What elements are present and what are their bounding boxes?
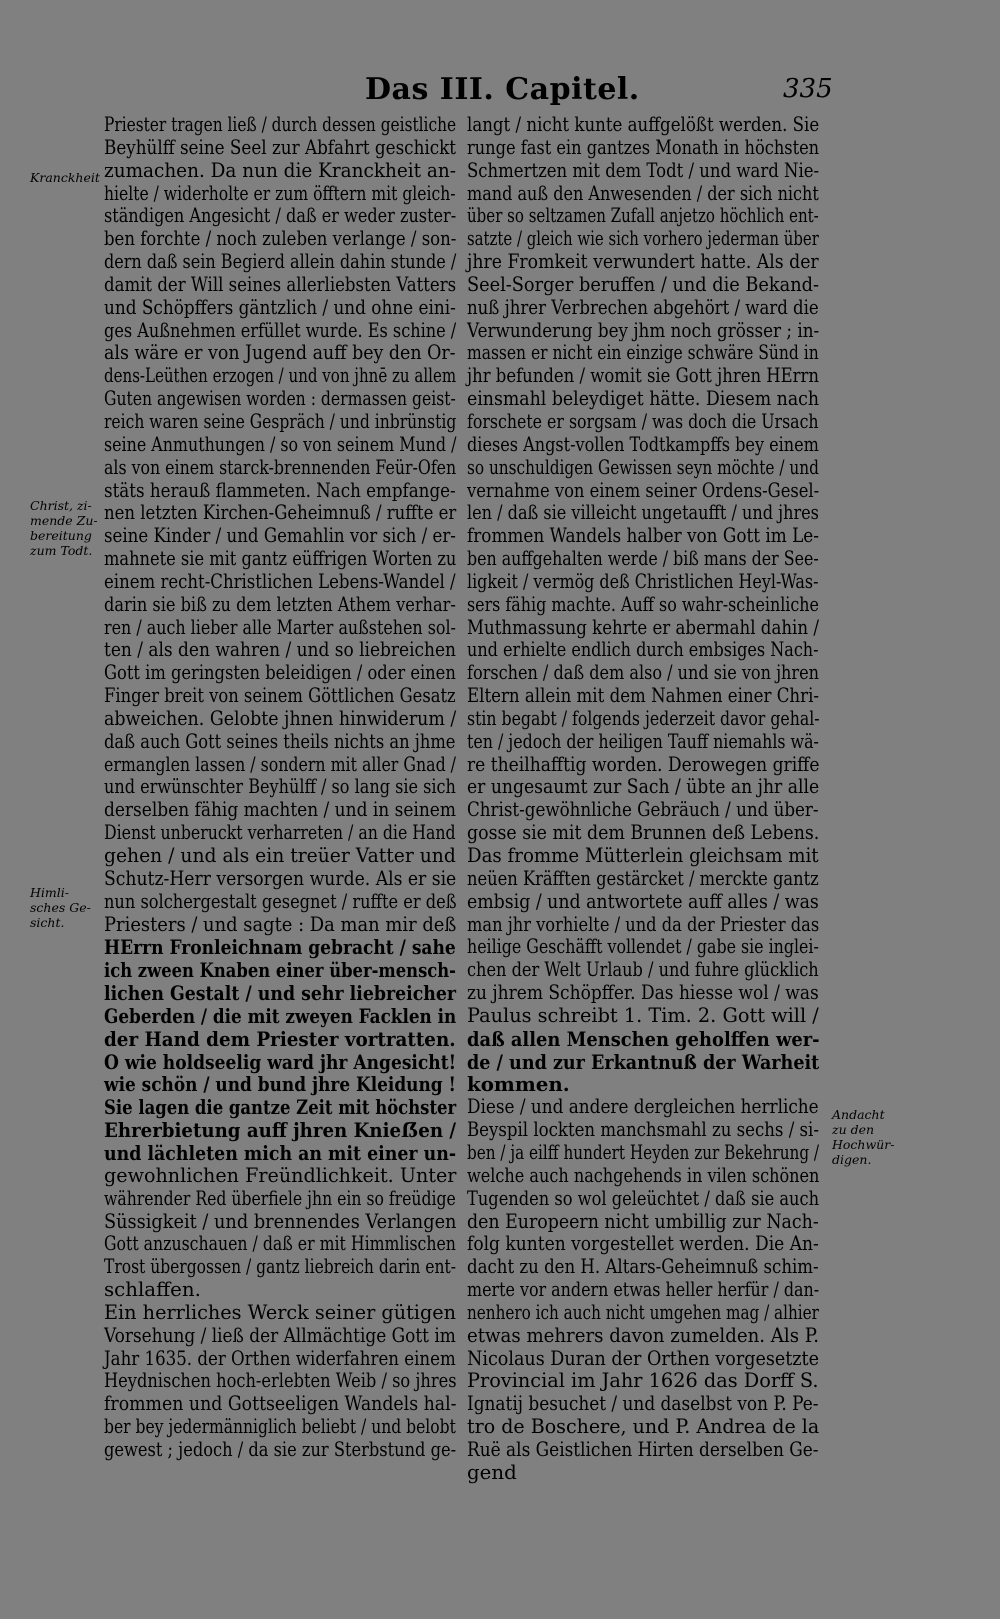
- margin-note-line: zu den: [832, 1122, 875, 1137]
- text-line: Heydnischen hoch-erlebten Weib / so jhres: [104, 1369, 457, 1393]
- text-line: seine Anmuthungen / so von seinem Mund /: [104, 432, 457, 456]
- margin-note-line: Kranckheit: [30, 170, 100, 185]
- text-line: nen letzten Kirchen-Geheimnuß / ruffte er: [104, 501, 457, 525]
- text-line: darin sie biß zu dem letzten Athem verhar-: [104, 592, 456, 616]
- text-line: gend: [467, 1460, 517, 1484]
- text-line: Beyhülff seine Seel zur Abfahrt geschickt: [104, 135, 457, 159]
- text-line: mahnete sie mit gantz eüffrigen Worten zu: [104, 547, 457, 571]
- text-line: forschete er sorgsam / was doch die Ursach: [467, 409, 819, 433]
- text-line: ges Außnehmen erfüllet wurde. Es schine /: [104, 318, 457, 342]
- text-line: sers fähig machte. Auff so wahr-scheinliche: [467, 592, 819, 616]
- text-line: er ungesaumt zur Sach / übte an jhr alle: [467, 775, 820, 799]
- text-line: Nicolaus Duran der Orthen vorgesetzte: [467, 1346, 819, 1370]
- text-line: ren / auch lieber alle Marter außstehen sol-: [104, 615, 456, 639]
- text-line: währender Red überfiele jhn ein so freüdige: [104, 1186, 456, 1210]
- text-line: Eltern allein mit dem Nahmen einer Chri-: [467, 684, 820, 708]
- text-line: mand auß den Anwesenden / der sich nicht: [467, 181, 819, 205]
- margin-note-line: Andacht: [832, 1107, 885, 1122]
- text-line: gosse sie mit dem Brunnen deß Lebens.: [467, 821, 820, 845]
- text-line: frommen Wandels halber von Gott im Le-: [467, 524, 819, 548]
- text-line: ermanglen lassen / sondern mit aller Gnad /: [104, 752, 457, 776]
- margin-note-line: digen.: [832, 1152, 872, 1167]
- text-line: abweichen. Gelobte jhnen hinwiderum /: [104, 706, 457, 730]
- page-number: 335: [783, 74, 833, 104]
- margin-note-line: Christ, zi-: [30, 498, 92, 513]
- text-line: forschen / daß dem also / und sie von jhren: [467, 661, 819, 685]
- margin-note-himmlisches: [30, 885, 91, 930]
- text-line: Gott anzuschauen / daß er mit Himmlischen: [104, 1232, 456, 1256]
- text-line: gewest ; jedoch / da sie zur Sterbstund ge-: [104, 1437, 457, 1461]
- page-header: [0, 70, 1000, 110]
- text-line: ten / jedoch der heiligen Tauff niemahls wä-: [467, 729, 819, 753]
- text-line: Jahr 1635. der Orthen widerfahren einem: [104, 1346, 456, 1370]
- text-line: chen der Welt Urlaub / und fuhre glücklich: [467, 958, 819, 982]
- text-line: seine Kinder / und Gemahlin vor sich / er-: [104, 524, 456, 548]
- text-line: tro de Boschere, und P. Andrea de la: [467, 1415, 820, 1439]
- text-line: massen er nicht ein einzige schwäre Sünd in: [467, 341, 819, 365]
- text-line: Priesters / und sagte : Da man mir deß: [104, 912, 457, 936]
- right-text-column: [467, 114, 819, 1485]
- text-line: Finger breit von seinem Göttlichen Gesatz: [104, 684, 456, 708]
- text-line: Seel-Sorger beruffen / und die Bekand-: [467, 272, 819, 296]
- text-line: nun solchergestalt gesegnet / ruffte er deß: [104, 889, 457, 913]
- margin-note-line: Hochwür-: [832, 1137, 895, 1152]
- text-line: reich waren seine Gespräch / und inbrünstig: [104, 409, 457, 433]
- text-line: dacht zu den H. Altars-Geheimnuß schim-: [467, 1255, 819, 1279]
- text-line: Ignatij besuchet / und daselbst von P. Pe-: [467, 1392, 819, 1416]
- text-line: und lächleten mich an mit einer un-: [104, 1140, 457, 1165]
- margin-note-line: sicht.: [30, 915, 65, 930]
- text-line: Christ-gewöhnliche Gebräuch / und über-: [467, 798, 819, 822]
- text-line: embsig / und antwortete auff alles / was: [467, 889, 819, 913]
- text-line: kommen.: [467, 1072, 570, 1097]
- text-line: dern daß sein Begierd allein dahin stunde /: [104, 250, 457, 274]
- margin-note-line: mende Zu-: [30, 513, 98, 528]
- text-line: Geberden / die mit zweyen Facklen in: [104, 1003, 457, 1028]
- text-line: merte vor andern etwas heller herfür / dan-: [467, 1278, 820, 1302]
- text-line: Gott im geringsten beleidigen / oder einen: [104, 661, 456, 685]
- text-line: der Hand dem Priester vortratten.: [104, 1026, 456, 1051]
- text-line: langt / nicht kunte auffgelößt werden. Sie: [467, 113, 820, 136]
- text-line: Trost übergossen / gantz liebreich darin ent-: [104, 1255, 456, 1279]
- text-line: heilige Geschäfft vollendet / gabe sie inglei-: [467, 935, 819, 959]
- text-line: welche auch nachgehends in vilen schönen: [467, 1163, 820, 1187]
- text-line: nenhero ich auch nicht umgehen mag / alhier: [467, 1300, 819, 1324]
- text-line: etwas mehrers davon zumelden. Als P.: [467, 1323, 820, 1347]
- text-line: ber bey jedermänniglich beliebt / und belobt: [104, 1415, 456, 1439]
- text-line: neüen Kräfften gestärcket / merckte gantz: [467, 866, 819, 890]
- text-line: und erhielte endlich durch embsiges Nach-: [467, 638, 819, 662]
- text-line: gehen / und als ein treüer Vatter und: [104, 844, 456, 867]
- left-text-column: [104, 114, 456, 1462]
- text-line: einem recht-Christlichen Lebens-Wandel /: [104, 569, 456, 593]
- text-line: O wie holdseelig ward jhr Angesicht!: [104, 1049, 457, 1074]
- margin-note-christ: [30, 498, 98, 558]
- text-line: als von einem starck-brennenden Feür-Ofen: [104, 455, 457, 479]
- text-line: Sie lagen die gantze Zeit mit höchster: [104, 1095, 457, 1120]
- text-line: Das fromme Mütterlein gleichsam mit: [467, 844, 819, 867]
- text-line: ten / als den wahren / und so liebreichen: [104, 638, 456, 662]
- text-line: schlaffen.: [104, 1278, 201, 1302]
- text-line: len / daß sie villeicht ungetaufft / und jhres: [467, 501, 819, 525]
- text-line: nuß jhrer Verbrechen abgehört / ward die: [467, 295, 819, 319]
- text-line: Ein herrliches Werck seiner gütigen: [104, 1300, 457, 1324]
- text-line: HErrn Fronleichnam gebracht / sahe: [104, 935, 456, 960]
- text-line: Beyspil lockten manchsmahl zu sechs / si-: [467, 1118, 819, 1142]
- text-line: Schutz-Herr versorgen wurde. Als er sie: [104, 866, 457, 890]
- text-line: ich zween Knaben einer über-mensch-: [104, 958, 456, 983]
- text-line: damit der Will seines allerliebsten Vatters: [104, 272, 457, 296]
- text-line: und Schöpffers gäntzlich / und ohne eini-: [104, 295, 456, 319]
- text-line: Guten angewisen worden : dermassen geist-: [104, 387, 456, 411]
- text-line: de / und zur Erkantnuß der Warheit: [467, 1049, 820, 1074]
- chapter-title: Das III. Capitel.: [365, 72, 640, 107]
- text-line: Priester tragen ließ / durch dessen geistliche: [104, 113, 457, 136]
- text-line: dens-Leüthen erzogen / und von jhnē zu allem: [104, 364, 457, 388]
- text-line: hielte / widerholte er zum öfftern mit gleich-: [104, 181, 456, 205]
- margin-note-line: zum Todt.: [30, 543, 93, 558]
- text-line: Diese / und andere dergleichen herrliche: [467, 1095, 819, 1119]
- text-line: Vorsehung / ließ der Allmächtige Gott im: [104, 1323, 456, 1347]
- text-line: runge fast ein gantzes Monath in höchsten: [467, 135, 820, 159]
- text-line: und erwünschter Beyhülff / so lang sie sich: [104, 775, 456, 799]
- text-line: zumachen. Da nun die Kranckheit an-: [104, 158, 456, 182]
- text-line: wie schön / und bund jhre Kleidung !: [104, 1072, 456, 1097]
- text-line: Ehrerbietung auff jhren Knieẞen /: [104, 1118, 457, 1143]
- text-line: derselben fähig machten / und in seinem: [104, 798, 456, 822]
- text-line: einsmahl beleydiget hätte. Diesem nach: [467, 387, 820, 411]
- margin-note-kranckheit: [30, 170, 100, 185]
- text-line: folg kunten vorgestellet werden. Die An-: [467, 1232, 819, 1256]
- text-line: frommen und Gottseeligen Wandels hal-: [104, 1392, 457, 1416]
- text-line: Dienst unberuckt verharreten / an die Hand: [104, 821, 456, 845]
- text-line: als wäre er von Jugend auff bey den Or-: [104, 341, 456, 365]
- text-line: ben auffgehalten werde / biß mans der See-: [467, 547, 819, 571]
- text-line: Schmertzen mit dem Todt / und ward Nie-: [467, 158, 820, 182]
- text-line: man jhr vorhielte / und da der Priester das: [467, 912, 820, 936]
- text-line: daß allen Menschen geholffen wer-: [467, 1026, 820, 1051]
- text-line: Tugenden so wol geleüchtet / daß sie auch: [467, 1186, 820, 1210]
- text-line: stäts herauß flammeten. Nach empfange-: [104, 478, 456, 502]
- text-line: ligkeit / vermög deß Christlichen Heyl-Was-: [467, 569, 819, 593]
- text-line: jhre Fromkeit verwundert hatte. Als der: [467, 250, 819, 274]
- text-line: Provincial im Jahr 1626 das Dorff S.: [467, 1369, 819, 1393]
- text-line: Verwunderung bey jhm noch grösser ; in-: [467, 318, 820, 342]
- text-line: vernahme von einem seiner Ordens-Gesel-: [467, 478, 820, 502]
- text-line: ben forchte / noch zuleben verlange / son-: [104, 227, 457, 251]
- text-line: lichen Gestalt / und sehr liebreicher: [104, 981, 457, 1006]
- text-line: den Europeern nicht umbillig zur Nach-: [467, 1209, 819, 1233]
- text-line: Ruë als Geistlichen Hirten derselben Ge-: [467, 1437, 819, 1461]
- text-line: zu jhrem Schöpffer. Das hiesse wol / was: [467, 981, 819, 1005]
- text-line: ben / ja eilff hundert Heyden zur Bekehrung /: [467, 1140, 820, 1164]
- margin-note-andacht: [832, 1107, 894, 1167]
- margin-note-line: sches Ge-: [30, 900, 91, 915]
- text-line: gewohnlichen Freündlichkeit. Unter: [104, 1163, 457, 1187]
- text-line: Paulus schreibt 1. Tim. 2. Gott will /: [467, 1003, 819, 1027]
- text-line: stin begabt / folgends jederzeit davor gehal-: [467, 706, 820, 730]
- text-line: jhr befunden / womit sie Gott jhren HErrn: [467, 364, 820, 388]
- text-line: daß auch Gott seines theils nichts an jhme: [104, 729, 456, 753]
- margin-note-line: bereitung: [30, 528, 92, 543]
- text-line: ständigen Angesicht / daß er weder zuster-: [104, 204, 457, 228]
- text-line: satzte / gleich wie sich vorhero jederman über: [467, 227, 819, 251]
- text-line: über so seltzamen Zufall anjetzo höchlich ent-: [467, 204, 819, 228]
- text-line: re theilhafftig worden. Derowegen griffe: [467, 752, 820, 776]
- text-line: Süssigkeit / und brennendes Verlangen: [104, 1209, 457, 1233]
- text-line: dieses Angst-vollen Todtkampffs bey einem: [467, 432, 819, 456]
- text-line: so unschuldigen Gewissen seyn möchte / und: [467, 455, 819, 479]
- margin-note-line: Himli-: [30, 885, 69, 900]
- text-line: Muthmassung kehrte er abermahl dahin /: [467, 615, 819, 639]
